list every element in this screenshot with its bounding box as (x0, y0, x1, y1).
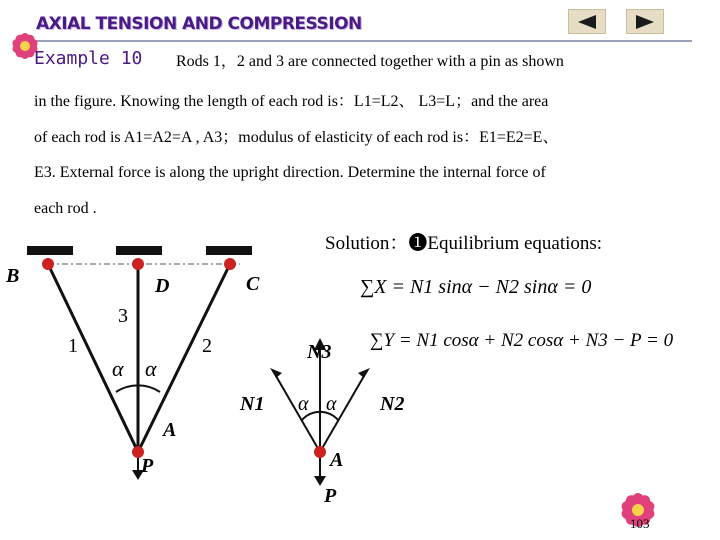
rod-1 (48, 264, 138, 452)
equation-sum-y: ∑Y = N1 cosα + N2 cosα + N3 − P = 0 (370, 330, 674, 351)
free-body-diagram (230, 330, 430, 510)
label-A: A (163, 419, 177, 441)
equation-sum-x: ∑X = N1 sinα − N2 sinα = 0 (360, 276, 592, 298)
angle-alpha-right: α (145, 356, 157, 381)
header-divider (20, 40, 692, 42)
label-P: P (141, 455, 154, 477)
solution-heading: Solution：❶Equilibrium equations: (325, 233, 603, 254)
fbd-alpha-right: α (326, 393, 337, 415)
next-slide-button[interactable] (626, 9, 664, 34)
problem-text-line-1: Rods 1，2 and 3 are connected together with a pin as shown (176, 53, 564, 70)
label-D: D (155, 275, 170, 297)
page-number: 103 (630, 516, 650, 531)
problem-text-line-3: of each rod is A1=A2=A , A3；modulus of elasticity of each rod is：E1=E2=E、 (34, 129, 559, 146)
label-N3: N3 (307, 341, 332, 363)
label-rod-3: 3 (118, 305, 128, 327)
fbd-pin-A (314, 446, 326, 458)
label-B: B (6, 265, 20, 287)
ceiling-supports (27, 246, 252, 255)
fbd-label-A: A (330, 449, 344, 471)
page-title: AXIAL TENSION AND COMPRESSION (36, 14, 362, 34)
fbd-alpha-left: α (298, 393, 309, 415)
pin-C (224, 258, 236, 270)
label-C: C (246, 273, 260, 295)
problem-text-line-5: each rod . (34, 200, 97, 217)
pin-D (132, 258, 144, 270)
pin-B (42, 258, 54, 270)
force-N2-arrowhead (358, 368, 370, 378)
label-rod-2: 2 (202, 335, 212, 357)
label-N2: N2 (380, 393, 405, 415)
problem-text-line-2: in the figure. Knowing the length of each rod is：L1=L2、 L3=L；and the area (34, 93, 549, 110)
label-N1: N1 (240, 393, 265, 415)
triangle-right-icon (634, 14, 656, 30)
fbd-label-P: P (324, 485, 337, 507)
force-N1-arrowhead (270, 368, 282, 378)
problem-text-line-4: E3. External force is along the upright direction. Determine the internal force of (34, 164, 546, 181)
angle-alpha-left: α (112, 356, 124, 381)
triangle-left-icon (576, 14, 598, 30)
label-rod-1: 1 (68, 335, 78, 357)
previous-slide-button[interactable] (568, 9, 606, 34)
example-label: Example 10 (34, 48, 143, 69)
